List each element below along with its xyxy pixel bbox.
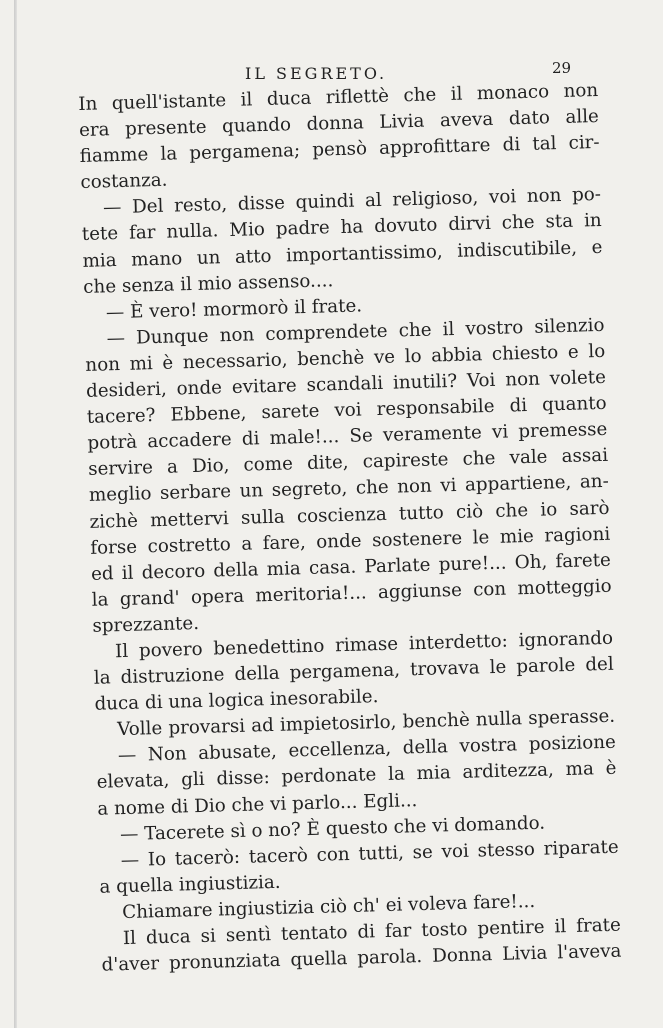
text-line: tacere? Ebbene, sarete voi responsabile di quanto <box>86 392 607 429</box>
text-line: potrà accadere di male!... Se veramente vi premesse <box>87 419 608 455</box>
text-line: costanza. <box>80 169 168 194</box>
text-line: mia mano un atto importantissimo, indiscutibile, e <box>82 236 603 272</box>
text-line: — Del resto, disse quindi al religioso, voi non po- <box>102 184 602 219</box>
text-line: era presente quando donna Livia aveva dato alle <box>78 106 600 142</box>
text-line: — È vero! mormorò il frate. <box>105 295 363 324</box>
text-line: la grand' opera meritoria!... aggiunse con motteggio <box>91 575 612 611</box>
text-line: — Io tacerò: tacerò con tutti, se voi stesso riparate <box>120 836 619 871</box>
body-text <box>78 78 622 979</box>
text-line: duca di una logica inesorabile. <box>94 686 379 715</box>
text-line: sprezzante. <box>92 612 200 637</box>
text-line: la distruzione della pergamena, trovava le parole del <box>93 653 614 689</box>
text-line: che senza il mio assenso.... <box>82 269 334 298</box>
page-number: 29 <box>552 59 572 77</box>
text-line: a quella ingiustizia. <box>99 871 281 898</box>
text-line: desideri, onde evitare scandali inutili? Voi non volete <box>85 366 607 402</box>
text-line: meglio serbare un segreto, che non vi appartiene, an- <box>88 471 610 507</box>
binding-gutter <box>14 0 17 1028</box>
text-line: servire a Dio, come dite, capireste che vale assai <box>87 445 609 481</box>
text-line: Volle provarsi ad impietosirlo, benchè nulla sperasse. <box>116 705 616 741</box>
text-line: — Non abusate, eccellenza, della vostra posizione <box>117 732 617 767</box>
text-line: a nome di Dio che vi parlo... Egli... <box>97 789 418 820</box>
text-line: elevata, gli disse: perdonate la mia arditezza, ma è <box>96 758 617 794</box>
text-line: zichè mettervi sulla coscienza tutto ciò che io sarò <box>89 497 610 533</box>
running-title: IL SEGRETO. <box>245 64 388 83</box>
text-line: forse costretto a fare, onde sostenere le mie ragioni <box>90 523 611 559</box>
text-line: — Dunque non comprendete che il vostro silenzio <box>106 314 605 350</box>
text-line: Chiamare ingiustizia ciò ch' ei voleva fare!... <box>121 890 536 924</box>
text-line: Il duca si sentì tentato di far tosto pentire il frate <box>122 914 622 950</box>
text-line: ed il decoro della mia casa. Parlate pure!... Oh, farete <box>90 549 612 585</box>
text-line: non mi è necessario, benchè ve lo abbia chiesto e lo <box>85 340 606 376</box>
text-line: Il povero benedettino rimase interdetto: ignorando <box>114 627 614 663</box>
text-line: tete far nulla. Mio padre ha dovuto dirvi che sta in <box>81 210 602 246</box>
text-line: fiamme la pergamena; pensò approfittare di tal cir- <box>79 132 600 168</box>
text-line: In quell'istante il duca riflettè che il monaco non <box>78 79 599 115</box>
text-line: — Tacerete sì o no? È questo che vi domando. <box>119 812 546 845</box>
text-line: d'aver pronunziata quella parola. Donna Livia l'aveva <box>101 940 622 976</box>
